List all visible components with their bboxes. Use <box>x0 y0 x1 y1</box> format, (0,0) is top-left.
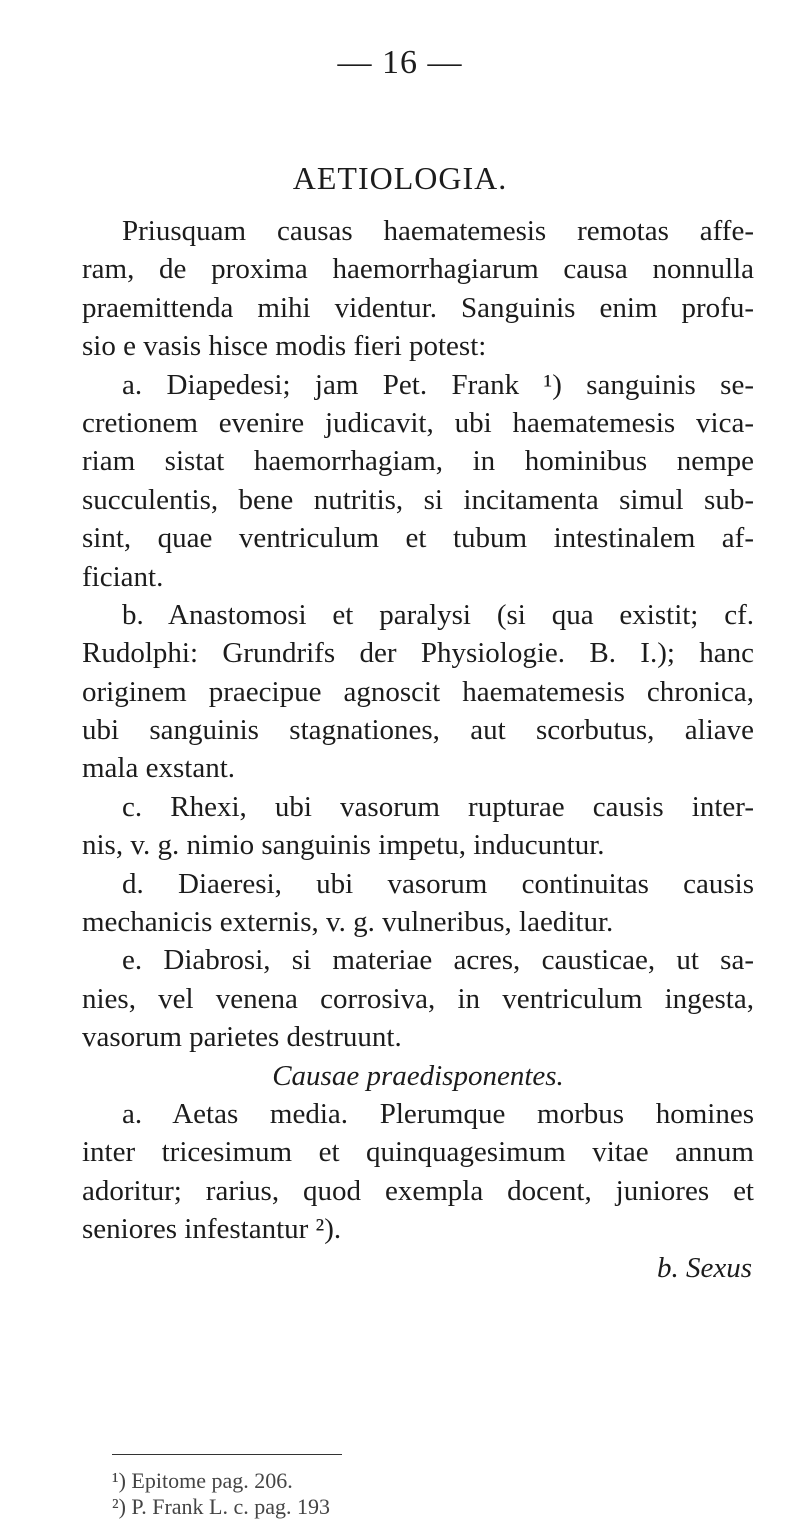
line-text: c. Rhexi, ubi vasorum rupturae causis inter- <box>122 790 754 823</box>
text-line <box>0 941 800 979</box>
text-line <box>0 1018 800 1056</box>
line-text: ubi sanguinis stagnationes, aut scorbutus, aliave <box>82 714 754 747</box>
text-line <box>0 1095 800 1133</box>
text-line <box>0 788 800 826</box>
text-line <box>0 212 800 250</box>
page-number: — 16 — <box>337 44 463 81</box>
text-line <box>0 481 800 519</box>
text-line <box>0 980 800 1018</box>
line-text: inter tricesimum et quinquagesimum vitae annum <box>82 1136 754 1169</box>
line-text: succulentis, bene nutritis, si incitamenta simul sub- <box>82 483 754 516</box>
line-text: nies, vel venena corrosiva, in ventriculum ingesta, <box>82 982 754 1015</box>
line-text: sio e vasis hisce modis fieri potest: <box>82 330 487 363</box>
subheading-text: Causae praedisponentes. <box>272 1059 564 1092</box>
line-text: a. Diapedesi; jam Pet. Frank ¹) sanguinis se- <box>122 368 754 401</box>
line-text: sint, quae ventriculum et tubum intestinalem af- <box>82 522 754 555</box>
footnotes <box>112 1468 330 1520</box>
text-line <box>0 711 800 749</box>
line-text: a. Aetas media. Plerumque morbus homines <box>122 1097 754 1130</box>
catchword <box>657 1249 752 1287</box>
text-line <box>0 404 800 442</box>
line-text: vasorum parietes destruunt. <box>82 1021 402 1054</box>
line-text: adoritur; rarius, quod exempla docent, juniores et <box>82 1174 754 1207</box>
line-text: b. Anastomosi et paralysi (si qua existit; cf. <box>122 598 754 631</box>
catchword-line <box>0 1249 800 1287</box>
text-line <box>0 327 800 365</box>
line-text: d. Diaeresi, ubi vasorum continuitas causis <box>122 867 754 900</box>
line-text: mala exstant. <box>82 752 236 785</box>
text-line <box>0 558 800 596</box>
line-text: nis, v. g. nimio sanguinis impetu, inducuntur. <box>82 829 605 862</box>
text-line <box>0 366 800 404</box>
text-line <box>0 1172 800 1210</box>
text-line <box>0 1210 800 1248</box>
footnote-text: P. Frank L. c. pag. 193 <box>131 1494 331 1519</box>
body-text <box>0 212 800 1287</box>
text-line <box>0 634 800 672</box>
text-line <box>0 673 800 711</box>
footnote-1 <box>112 1468 330 1494</box>
text-line <box>0 596 800 634</box>
line-text: originem praecipue agnoscit haematemesis chronica, <box>82 675 754 708</box>
line-text: mechanicis externis, v. g. vulneribus, laeditur. <box>82 906 614 939</box>
line-text: seniores infestantur ²). <box>82 1213 342 1246</box>
line-text: ficiant. <box>82 560 164 593</box>
text-line <box>0 442 800 480</box>
line-text: cretionem evenire judicavit, ubi haematemesis vica- <box>82 406 754 439</box>
line-text: e. Diabrosi, si materiae acres, causticae, ut sa- <box>122 944 754 977</box>
line-text: riam sistat haemorrhagiam, in hominibus nempe <box>82 445 754 478</box>
section-title: AETIOLOGIA. <box>292 160 508 196</box>
line-text: Rudolphi: Grundrifs der Physiologie. B. I.); hanc <box>82 637 754 670</box>
subheading <box>82 1057 754 1095</box>
footnote-mark: ¹) <box>112 1468 126 1493</box>
line-text: ram, de proxima haemorrhagiarum causa nonnulla <box>82 253 754 286</box>
footnote-text: Epitome pag. 206. <box>131 1468 293 1493</box>
text-line <box>0 519 800 557</box>
text-line <box>0 826 800 864</box>
subheading-line <box>0 1057 800 1095</box>
text-line <box>0 865 800 903</box>
line-text: praemittenda mihi videntur. Sanguinis enim profu- <box>82 291 754 324</box>
catchword-text: b. Sexus <box>656 1251 752 1284</box>
text-line <box>0 903 800 941</box>
footnote-mark: ²) <box>112 1494 126 1519</box>
footnote-divider <box>112 1454 342 1455</box>
text-line <box>0 749 800 787</box>
text-line <box>0 289 800 327</box>
line-text: Priusquam causas haematemesis remotas affe- <box>122 215 754 247</box>
text-line <box>0 250 800 288</box>
footnote-2 <box>112 1494 330 1520</box>
text-line <box>0 1133 800 1171</box>
